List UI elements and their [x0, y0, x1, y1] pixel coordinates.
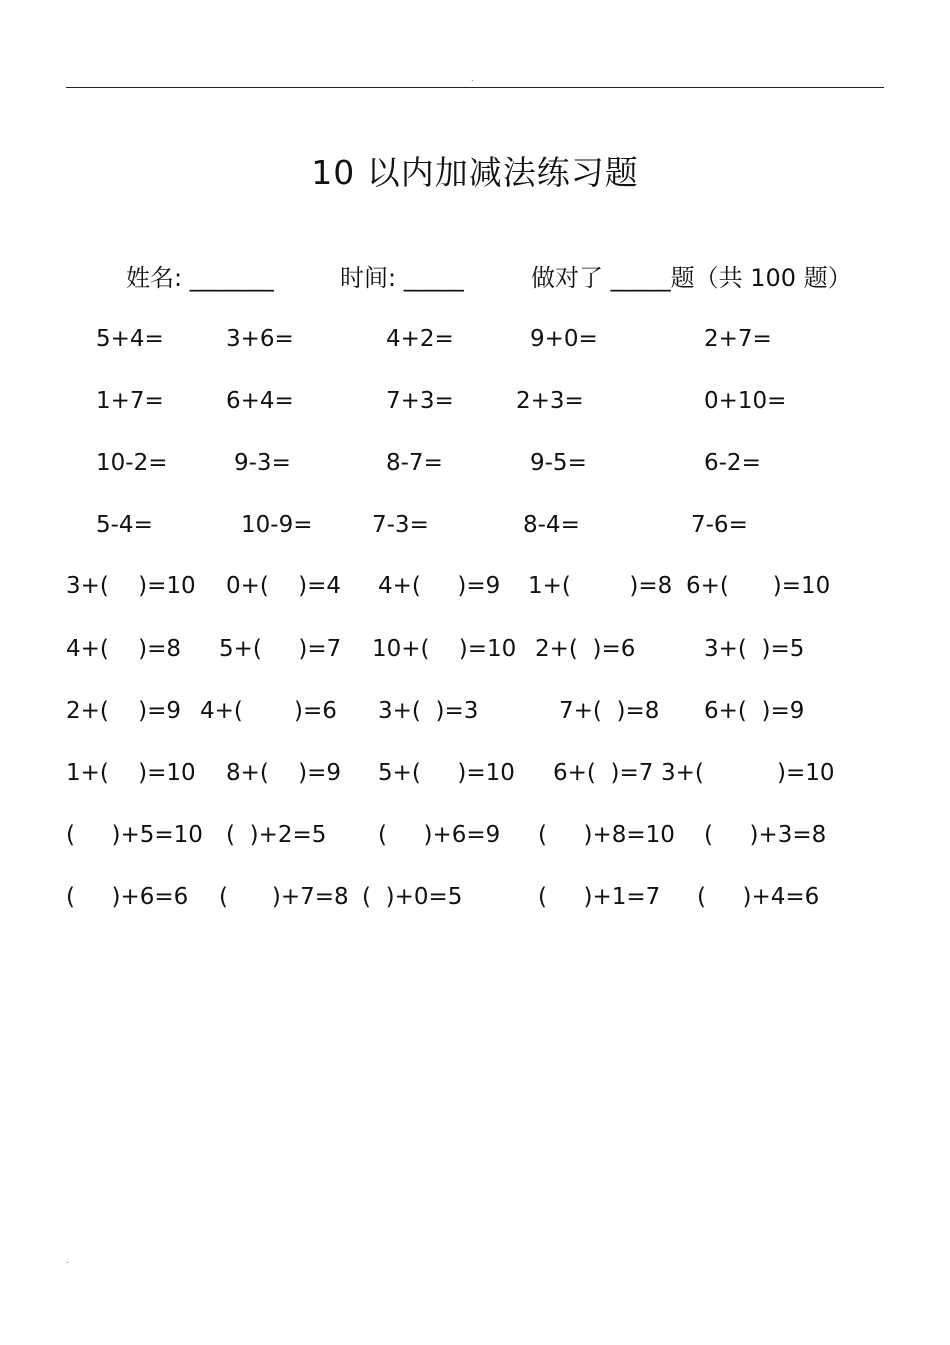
problem: 6-2=	[704, 450, 761, 476]
problem: 6+4=	[226, 388, 294, 414]
problem: 5-4=	[96, 512, 153, 538]
problem: 10+( )=10	[372, 636, 517, 662]
problem: 0+10=	[704, 388, 787, 414]
problem: 4+2=	[386, 326, 454, 352]
problem: 6+( )=10	[686, 573, 831, 599]
problem: 2+7=	[704, 326, 772, 352]
problem: ( )+5=10	[66, 822, 203, 848]
problem: 10-2=	[96, 450, 168, 476]
problem: 6+( )=9	[704, 698, 805, 724]
problem: 3+( )=10	[661, 760, 835, 786]
header-rule	[66, 87, 884, 88]
problem: 8-4=	[523, 512, 580, 538]
problem: 6+( )=7	[553, 760, 654, 786]
problem: ( )+7=8	[219, 884, 349, 910]
problem: 7+( )=8	[559, 698, 660, 724]
problem: 9-3=	[234, 450, 291, 476]
problem: ( )+6=6	[66, 884, 189, 910]
problem: ( )+4=6	[697, 884, 820, 910]
problem: 9+0=	[530, 326, 598, 352]
problem: ( )+1=7	[538, 884, 661, 910]
problem: 3+6=	[226, 326, 294, 352]
problem: 4+( )=8	[66, 636, 181, 662]
problem: 2+3=	[516, 388, 584, 414]
problem: 3+( )=10	[66, 573, 196, 599]
problem: 8-7=	[386, 450, 443, 476]
problem: ( )+2=5	[226, 822, 327, 848]
problem: 3+( )=3	[378, 698, 479, 724]
header-mark: .	[471, 74, 474, 83]
problem: 1+( )=10	[66, 760, 196, 786]
problem: 5+( )=10	[378, 760, 515, 786]
problem: 8+( )=9	[226, 760, 341, 786]
problem: 4+( )=6	[200, 698, 337, 724]
problem: 5+4=	[96, 326, 164, 352]
problem: 2+( )=9	[66, 698, 181, 724]
problem: 9-5=	[530, 450, 587, 476]
score-field: 做对了 _____题（共 100 题）	[531, 264, 852, 292]
problem: 5+( )=7	[219, 636, 342, 662]
problem: 7+3=	[386, 388, 454, 414]
problem: 10-9=	[241, 512, 313, 538]
problem: ( )+0=5	[362, 884, 463, 910]
problem: 7-6=	[691, 512, 748, 538]
problem: 0+( )=4	[226, 573, 341, 599]
problem: 7-3=	[372, 512, 429, 538]
problem: ( )+6=9	[378, 822, 501, 848]
problem: ( )+8=10	[538, 822, 675, 848]
problem: 2+( )=6	[535, 636, 636, 662]
problem: 3+( )=5	[704, 636, 805, 662]
page-title: 10 以内加减法练习题	[311, 153, 639, 192]
footer-mark: .	[66, 1256, 69, 1265]
problem: 1+( )=8	[528, 573, 673, 599]
time-field: 时间: _____	[340, 264, 464, 292]
problem: ( )+3=8	[704, 822, 827, 848]
problem: 4+( )=9	[378, 573, 501, 599]
name-field: 姓名: _______	[126, 264, 274, 292]
problem: 1+7=	[96, 388, 164, 414]
